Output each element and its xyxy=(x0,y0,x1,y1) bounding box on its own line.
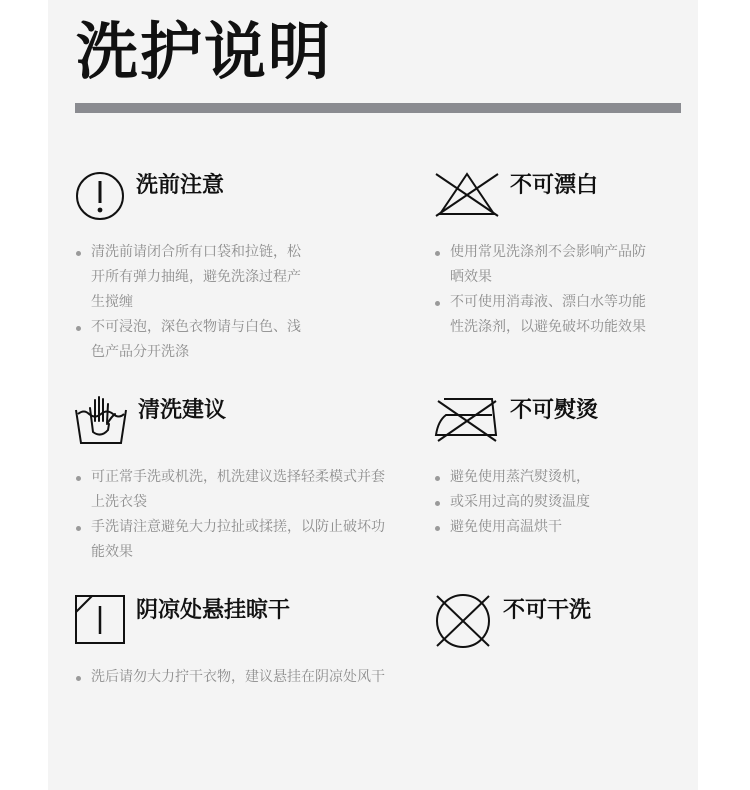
section-heading: 不可漂白 xyxy=(510,173,599,198)
no-iron-icon xyxy=(434,395,500,443)
section-heading: 不可干洗 xyxy=(503,598,592,623)
list-item: 洗后请勿大力拧干衣物，建议悬挂在阴凉处风干 xyxy=(76,665,406,690)
exclamation-circle-icon xyxy=(75,170,125,222)
list-item: 不可使用消毒液、漂白水等功能性洗涤剂，以避免破坏功能效果 xyxy=(435,290,655,340)
section-heading: 清洗建议 xyxy=(138,398,227,423)
shade-dry-icon xyxy=(74,594,126,646)
section-list xyxy=(435,465,655,540)
list-item: 清洗前请闭合所有口袋和拉链，松开所有弹力抽绳，避免洗涤过程产生搅缠 xyxy=(76,240,308,315)
list-item: 或采用过高的熨烫温度 xyxy=(435,490,655,515)
list-item: 避免使用蒸汽熨烫机， xyxy=(435,465,655,490)
title-divider xyxy=(75,103,681,113)
section-heading: 洗前注意 xyxy=(136,173,225,198)
section-list xyxy=(435,240,655,340)
list-item: 手洗请注意避免大力拉扯或揉搓，以防止破坏功能效果 xyxy=(76,515,391,565)
list-item: 可正常手洗或机洗，机洗建议选择轻柔模式并套上洗衣袋 xyxy=(76,465,391,515)
list-item: 使用常见洗涤剂不会影响产品防晒效果 xyxy=(435,240,655,290)
section-list xyxy=(76,665,406,690)
no-dry-clean-icon xyxy=(433,593,493,649)
page-title: 洗护说明 xyxy=(76,15,333,88)
list-item: 不可浸泡，深色衣物请与白色、浅色产品分开洗涤 xyxy=(76,315,308,365)
section-list xyxy=(76,465,391,565)
section-list xyxy=(76,240,308,365)
section-heading: 不可熨烫 xyxy=(510,398,599,423)
hand-wash-icon xyxy=(74,394,128,446)
section-heading: 阴凉处悬挂晾干 xyxy=(136,598,291,623)
list-item: 避免使用高温烘干 xyxy=(435,515,655,540)
no-bleach-icon xyxy=(434,170,500,218)
